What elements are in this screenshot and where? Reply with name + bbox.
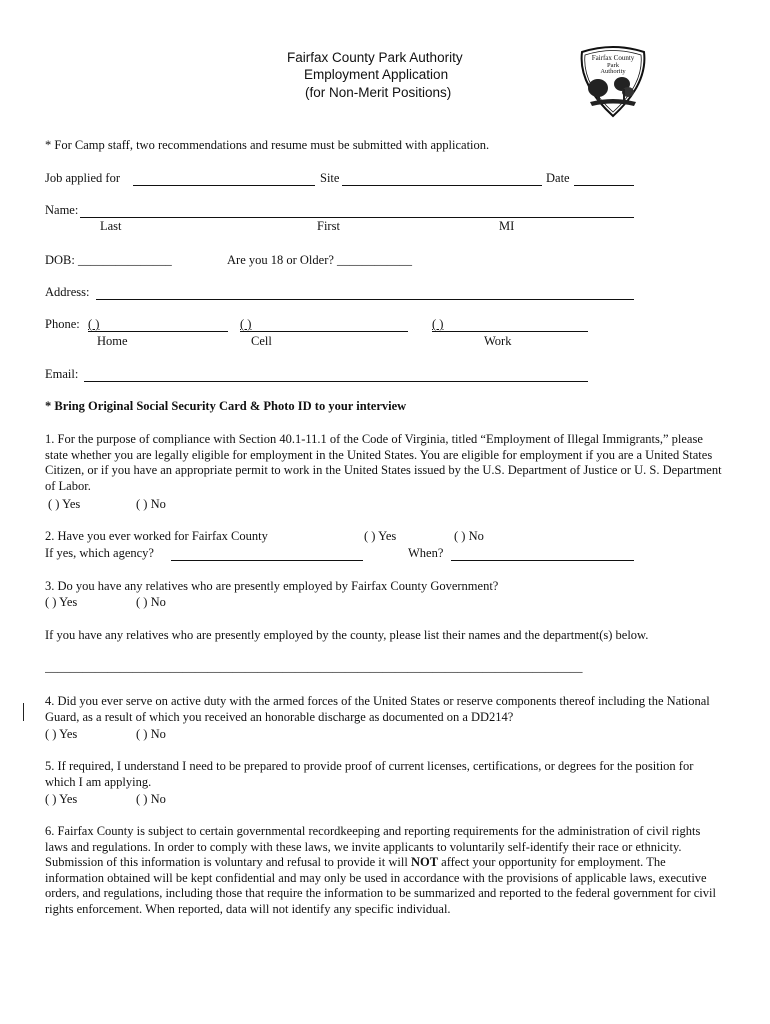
question-4-no[interactable]: ( ) No [136, 727, 166, 741]
work-area-code: ( ) [432, 317, 444, 331]
dob-field[interactable]: DOB: _______________ [45, 253, 172, 267]
cell-area-code: ( ) [240, 317, 252, 331]
svg-text:Fairfax County: Fairfax County [591, 54, 635, 62]
question-2-agency-field[interactable] [171, 546, 363, 561]
work-phone-caption: Work [484, 334, 512, 348]
form-subtitle: Employment Application [304, 67, 449, 82]
site-field[interactable] [342, 171, 542, 186]
address-label: Address: [45, 285, 90, 299]
address-field[interactable] [96, 285, 634, 300]
question-5-yes[interactable]: ( ) Yes [45, 792, 78, 806]
date-label: Date [546, 171, 570, 185]
question-2-text: 2. Have you ever worked for Fairfax County [45, 529, 268, 543]
question-5-text: 5. If required, I understand I need to be prepared to provide proof of current licenses, certifications, or degrees for the position for which I am applying. [45, 759, 694, 789]
relatives-list-field[interactable]: ______________________________________________________________________________________ [45, 660, 583, 674]
question-6-not-emphasis: NOT [410, 855, 439, 870]
email-label: Email: [45, 367, 79, 381]
question-2-when-field[interactable] [451, 546, 634, 561]
question-6-text [45, 824, 725, 918]
work-phone-field[interactable] [432, 317, 588, 332]
camp-staff-note: * For Camp staff, two recommendations and resume must be submitted with application. [45, 138, 490, 152]
form-subtitle-positions: (for Non-Merit Positions) [305, 85, 452, 100]
question-3-text: 3. Do you have any relatives who are presently employed by Fairfax County Government? [45, 579, 499, 593]
question-6-text-part2: affect your opportunity for employment. The information obtained will be kept confidential and may only be used in accordance with the provisions of applicable laws, executive orders, and regulations, including those that require the information to be summarized and reported to the federal government for civil rights enforcement. When reported, data will not identify any specific individual. [45, 855, 716, 916]
date-field[interactable] [574, 171, 634, 186]
question-2-yes[interactable]: ( ) Yes [364, 529, 397, 543]
middle-initial-caption: MI [499, 219, 515, 233]
job-applied-field[interactable] [133, 171, 315, 186]
bring-id-note: * Bring Original Social Security Card & Photo ID to your interview [45, 399, 407, 413]
question-2-no[interactable]: ( ) No [454, 529, 484, 543]
question-2-agency-label: If yes, which agency? [45, 546, 154, 560]
home-phone-caption: Home [97, 334, 128, 348]
question-4-text: 4. Did you ever serve on active duty with the armed forces of the United States or reserve components thereof including the National Guard, as a result of which you received an honorable discharge as documented on a DD214? [45, 694, 710, 724]
name-field[interactable] [80, 203, 634, 218]
name-label: Name: [45, 203, 79, 217]
cell-phone-field[interactable] [240, 317, 408, 332]
question-1-yes[interactable]: ( ) Yes [48, 497, 81, 511]
first-name-caption: First [317, 219, 340, 233]
question-3-yes[interactable]: ( ) Yes [45, 595, 78, 609]
question-2-when-label: When? [408, 546, 444, 560]
question-4-yes[interactable]: ( ) Yes [45, 727, 78, 741]
question-1-no[interactable]: ( ) No [136, 497, 166, 511]
site-label: Site [320, 171, 340, 185]
relatives-list-instruction: If you have any relatives who are presently employed by the county, please list their names and the department(s) below. [45, 628, 649, 642]
question-3-no[interactable]: ( ) No [136, 595, 166, 609]
last-name-caption: Last [100, 219, 122, 233]
text-cursor [23, 703, 24, 721]
phone-label: Phone: [45, 317, 80, 331]
job-applied-label: Job applied for [45, 171, 120, 185]
home-phone-field[interactable] [88, 317, 228, 332]
svg-text:Authority: Authority [600, 68, 626, 75]
svg-text:Park: Park [607, 62, 619, 69]
age-question-field[interactable]: Are you 18 or Older? ____________ [227, 253, 413, 267]
form-title: Fairfax County Park Authority [287, 50, 463, 65]
question-6-text-part1: 6. Fairfax County is subject to certain governmental recordkeeping and reporting requirements for the administration of civil rights laws and regulations. In order to comply with these laws, we invite applicants to voluntarily self-identify their race or ethnicity. Submission of this information is voluntary and refusal to provide it will [45, 824, 701, 870]
park-authority-logo [576, 44, 650, 118]
question-1-text: 1. For the purpose of compliance with Section 40.1-11.1 of the Code of Virginia, titled “Employment of Illegal Immigrants,” please state whether you are legally eligible for employment in the United States. You are eligible for employment if you are a United States Citizen, or if you have an appropriate permit to work in the United States issued by the U.S. Department of Justice or U. S. Department of Labor. [45, 432, 722, 493]
home-area-code: ( ) [88, 317, 100, 331]
cell-phone-caption: Cell [251, 334, 272, 348]
question-5-no[interactable]: ( ) No [136, 792, 166, 806]
email-field[interactable] [84, 367, 588, 382]
